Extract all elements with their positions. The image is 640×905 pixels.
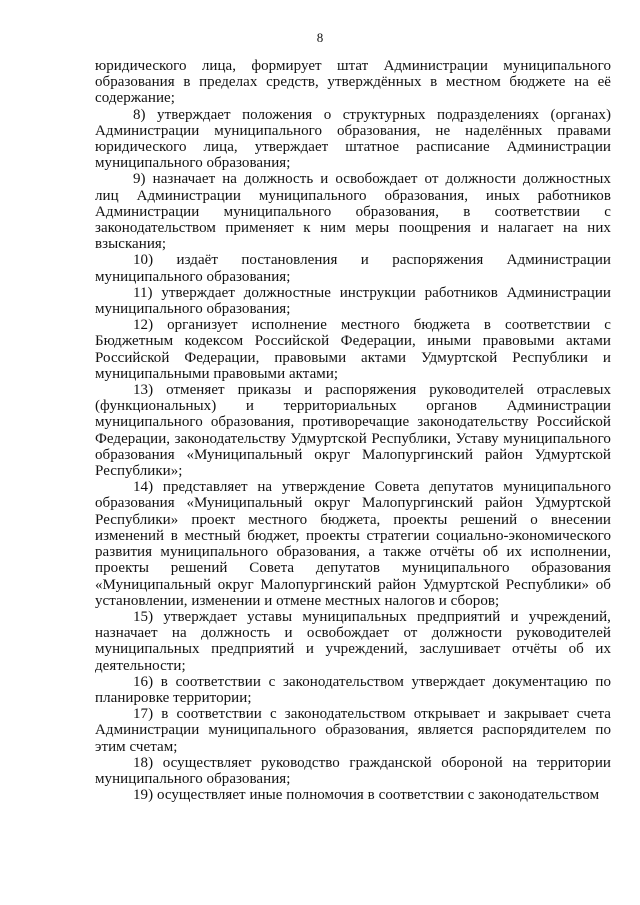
paragraph-item-14: 14) представляет на утверждение Совета депутатов муниципального образования «Муниципальный округ Малопургинский район Удмуртской Республики» проект местного бюджета, проекты решений о внесении изменений в местный бюджет, проекты стратегии социально-экономического развития муниципального образования, а также отчёты об их исполнении, проекты решений Совета депутатов муниципального образования «Муниципальный округ Малопургинский район Удмуртской Республики» об установлении, изменении и отмене местных налогов и сборов; (95, 479, 611, 609)
paragraph-item-18: 18) осуществляет руководство гражданской обороной на территории муниципального образования; (95, 754, 611, 787)
paragraph-item-17: 17) в соответствии с законодательством открывает и закрывает счета Администрации муниципального образования, является распорядителем по этим счетам; (95, 706, 611, 755)
paragraph-item-13: 13) отменяет приказы и распоряжения руководителей отраслевых (функциональных) и территориальных органов Администрации муниципального образования, противоречащие законодательству Российской Федерации, законодательству Удмуртской Республики, Уставу муниципального образования «Муниципальный округ Малопургинский район Удмуртской Республики»; (95, 382, 611, 480)
document-body (95, 58, 611, 803)
paragraph-item-15: 15) утверждает уставы муниципальных предприятий и учреждений, назначает на должность и освобождает от должности руководителей муниципальных предприятий и учреждений, заслушивает отчёты об их деятельности; (95, 608, 611, 674)
paragraph-item-16: 16) в соответствии с законодательством утверждает документацию по планировке территории; (95, 673, 611, 706)
paragraph-item-9: 9) назначает на должность и освобождает от должности должностных лиц Администрации муниципального образования, иных работников Администрации муниципального образования, в соответствии с законодательством применяет к ним меры поощрения и налагает на них взыскания; (95, 171, 611, 253)
paragraph-item-8: 8) утверждает положения о структурных подразделениях (органах) Администрации муниципального образования, не наделённых правами юридического лица, утверждает штатное расписание Администрации муниципального образования; (95, 106, 611, 172)
paragraph-item-11: 11) утверждает должностные инструкции работников Администрации муниципального образования; (95, 284, 611, 318)
paragraph-continuation: юридического лица, формирует штат Администрации муниципального образования в пределах средств, утверждённых в местном бюджете на её содержание; (95, 58, 611, 107)
paragraph-item-19: 19) осуществляет иные полномочия в соответствии с законодательством (133, 787, 600, 804)
paragraph-item-10: 10) издаёт постановления и распоряжения Администрации муниципального образования; (95, 252, 611, 285)
paragraph-item-12: 12) организует исполнение местного бюджета в соответствии с Бюджетным кодексом Российской Федерации, иными правовыми актами Российской Федерации, правовыми актами Удмуртской Республики и муниципальными правовыми актами; (95, 317, 611, 382)
page-number: 8 (316, 30, 324, 45)
